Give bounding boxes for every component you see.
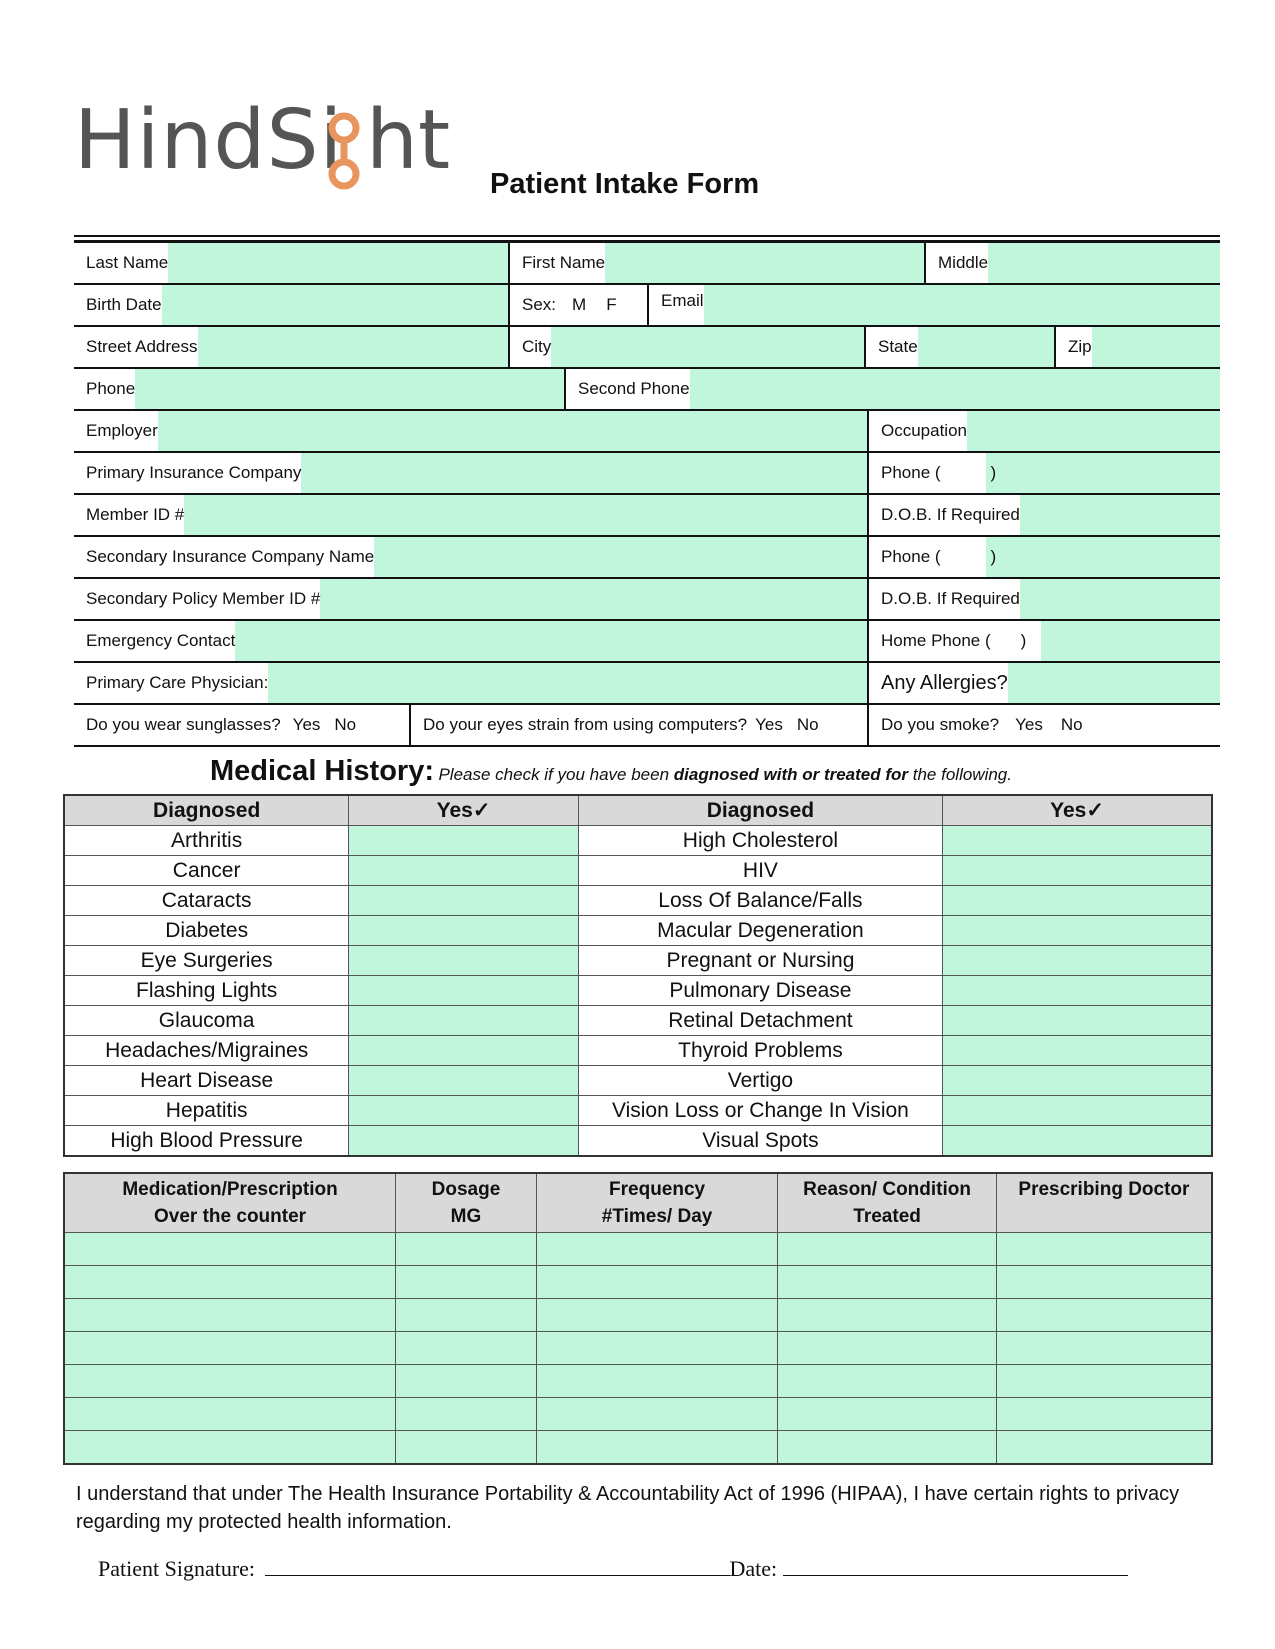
condition-label: High Cholesterol: [578, 826, 942, 856]
medication-cell-input[interactable]: [778, 1365, 997, 1398]
secondary-phone-label: Phone ( ): [869, 537, 986, 577]
employer-row: [74, 411, 1220, 453]
condition-label: Visual Spots: [578, 1126, 942, 1157]
smoke-no[interactable]: No: [1060, 715, 1083, 734]
home-phone-label: Home Phone ( ): [869, 621, 1041, 661]
table-row: [64, 1126, 1212, 1157]
condition-label: High Blood Pressure: [64, 1126, 349, 1157]
medication-cell-input[interactable]: [64, 1299, 396, 1332]
condition-label: Headaches/Migraines: [64, 1036, 349, 1066]
phone-label: Phone: [74, 369, 135, 409]
logo-text: HindSi: [74, 93, 344, 188]
condition-checkbox[interactable]: [349, 976, 579, 1006]
medication-cell-input[interactable]: [396, 1398, 537, 1431]
medications-column-header: Reason/ Condition Treated: [778, 1173, 997, 1233]
table-row: [64, 1266, 1212, 1299]
table-row: [64, 1431, 1212, 1465]
condition-checkbox[interactable]: [943, 826, 1212, 856]
email-label: Email: [649, 285, 704, 325]
secondary-insurance-label: Secondary Insurance Company Name: [74, 537, 374, 577]
table-row: [64, 886, 1212, 916]
medication-cell-input[interactable]: [778, 1266, 997, 1299]
questions-row: [74, 705, 1220, 747]
medication-cell-input[interactable]: [996, 1365, 1212, 1398]
condition-label: Hepatitis: [64, 1096, 349, 1126]
condition-label: Thyroid Problems: [578, 1036, 942, 1066]
logo: [74, 92, 474, 202]
condition-label: Cancer: [64, 856, 349, 886]
secondary-dob-label: D.O.B. If Required: [869, 579, 1020, 619]
condition-label: HIV: [578, 856, 942, 886]
phone-row: [74, 369, 1220, 411]
table-row: [64, 916, 1212, 946]
condition-checkbox[interactable]: [943, 1096, 1212, 1126]
sunglasses-yes[interactable]: Yes: [292, 715, 321, 734]
allergies-label: Any Allergies?: [869, 663, 1008, 703]
insurance-phone-label: Phone ( ): [869, 453, 986, 493]
table-row: [64, 1006, 1212, 1036]
condition-label: Vertigo: [578, 1066, 942, 1096]
sunglasses-no[interactable]: No: [334, 715, 357, 734]
condition-label: Vision Loss or Change In Vision: [578, 1096, 942, 1126]
condition-label: Retinal Detachment: [578, 1006, 942, 1036]
condition-checkbox[interactable]: [349, 1066, 579, 1096]
condition-label: Pulmonary Disease: [578, 976, 942, 1006]
sunglasses-question: Do you wear sunglasses? Yes No: [74, 705, 356, 745]
medication-cell-input[interactable]: [996, 1233, 1212, 1266]
member-id-label: Member ID #: [74, 495, 184, 535]
medication-cell-input[interactable]: [996, 1398, 1212, 1431]
hipaa-statement: I understand that under The Health Insurance Portability & Accountability Act of 1996 (HIPAA), I have certain rights to privacy regarding my protected health information.: [76, 1483, 1180, 1533]
medication-cell-input[interactable]: [996, 1431, 1212, 1465]
condition-label: Arthritis: [64, 826, 349, 856]
sex-f-option[interactable]: F: [606, 295, 617, 314]
medical-history-heading: Medical History: Please check if you have been diagnosed with or treated for the following.: [210, 755, 1012, 787]
eye-strain-question: Do your eyes strain from using computers? Yes No: [411, 705, 819, 745]
city-label: City: [510, 327, 551, 367]
table-row: [64, 826, 1212, 856]
medications-table: [63, 1172, 1213, 1465]
medication-cell-input[interactable]: [64, 1233, 396, 1266]
primary-physician-label: Primary Care Physician:: [74, 663, 268, 703]
medications-column-header: Medication/Prescription Over the counter: [64, 1173, 396, 1233]
table-row: [64, 946, 1212, 976]
medication-cell-input[interactable]: [996, 1299, 1212, 1332]
last-name-label: Last Name: [74, 243, 168, 283]
eye-strain-yes[interactable]: Yes: [755, 715, 783, 734]
medication-cell-input[interactable]: [536, 1431, 777, 1465]
medication-cell-input[interactable]: [778, 1332, 997, 1365]
medication-cell-input[interactable]: [396, 1299, 537, 1332]
condition-checkbox[interactable]: [349, 1096, 579, 1126]
secondary-member-row: [74, 579, 1220, 621]
medication-cell-input[interactable]: [396, 1365, 537, 1398]
medication-cell-input[interactable]: [64, 1398, 396, 1431]
medication-cell-input[interactable]: [64, 1431, 396, 1465]
condition-checkbox[interactable]: [349, 916, 579, 946]
condition-checkbox[interactable]: [349, 1126, 579, 1157]
condition-checkbox[interactable]: [349, 1006, 579, 1036]
medication-cell-input[interactable]: [778, 1299, 997, 1332]
medication-cell-input[interactable]: [996, 1266, 1212, 1299]
state-label: State: [866, 327, 918, 367]
medication-cell-input[interactable]: [536, 1332, 777, 1365]
table-row: [64, 1365, 1212, 1398]
condition-label: Eye Surgeries: [64, 946, 349, 976]
condition-checkbox[interactable]: [349, 1036, 579, 1066]
medical-history-table: [63, 794, 1213, 1157]
birth-row: [74, 285, 1220, 327]
medications-column-header: Dosage MG: [396, 1173, 537, 1233]
condition-checkbox[interactable]: [943, 1126, 1212, 1157]
middle-label: Middle: [926, 243, 988, 283]
condition-label: Loss Of Balance/Falls: [578, 886, 942, 916]
signature-input[interactable]: [265, 1555, 730, 1576]
medication-cell-input[interactable]: [396, 1332, 537, 1365]
date-label: Date:: [729, 1556, 778, 1581]
condition-label: Pregnant or Nursing: [578, 946, 942, 976]
signature-line: [98, 1555, 1148, 1582]
table-row: [64, 1299, 1212, 1332]
medication-cell-input[interactable]: [64, 1266, 396, 1299]
condition-checkbox[interactable]: [943, 976, 1212, 1006]
member-id-row: [74, 495, 1220, 537]
condition-checkbox[interactable]: [349, 886, 579, 916]
condition-label: Glaucoma: [64, 1006, 349, 1036]
condition-label: Macular Degeneration: [578, 916, 942, 946]
condition-checkbox[interactable]: [943, 946, 1212, 976]
eye-strain-no[interactable]: No: [796, 715, 819, 734]
yes-header: Yes✓: [349, 795, 579, 826]
first-name-label: First Name: [510, 243, 605, 283]
condition-checkbox[interactable]: [943, 1006, 1212, 1036]
medication-cell-input[interactable]: [778, 1431, 997, 1465]
table-row: [64, 976, 1212, 1006]
street-address-label: Street Address: [74, 327, 198, 367]
svg-text:ht: ht: [366, 93, 451, 188]
signature-label: Patient Signature:: [98, 1556, 256, 1581]
emergency-contact-label: Emergency Contact: [74, 621, 235, 661]
table-row: [64, 1066, 1212, 1096]
dob-label: D.O.B. If Required: [869, 495, 1020, 535]
table-row: [64, 1398, 1212, 1431]
medication-cell-input[interactable]: [536, 1266, 777, 1299]
condition-checkbox[interactable]: [943, 1036, 1212, 1066]
condition-label: Cataracts: [64, 886, 349, 916]
condition-checkbox[interactable]: [943, 916, 1212, 946]
table-row: [64, 1096, 1212, 1126]
medication-cell-input[interactable]: [64, 1332, 396, 1365]
condition-label: Heart Disease: [64, 1066, 349, 1096]
diagnosed-header: Diagnosed: [64, 795, 349, 826]
condition-checkbox[interactable]: [349, 946, 579, 976]
medication-cell-input[interactable]: [996, 1332, 1212, 1365]
birth-date-label: Birth Date: [74, 285, 162, 325]
smoke-question: Do you smoke? Yes No: [869, 705, 1083, 745]
medications-header-row: [64, 1173, 1212, 1233]
table-row: [64, 1332, 1212, 1365]
medication-cell-input[interactable]: [396, 1233, 537, 1266]
table-header-row: [64, 795, 1212, 826]
table-row: [64, 1036, 1212, 1066]
medication-cell-input[interactable]: [536, 1365, 777, 1398]
condition-checkbox[interactable]: [943, 886, 1212, 916]
form-title: Patient Intake Form: [490, 168, 760, 200]
condition-label: Flashing Lights: [64, 976, 349, 1006]
employer-label: Employer: [74, 411, 158, 451]
primary-insurance-row: [74, 453, 1220, 495]
medication-cell-input[interactable]: [778, 1233, 997, 1266]
sex-label: Sex:: [522, 295, 557, 314]
address-row: [74, 327, 1220, 369]
secondary-insurance-row: [74, 537, 1220, 579]
medication-cell-input[interactable]: [396, 1431, 537, 1465]
smoke-yes[interactable]: Yes: [1015, 715, 1043, 734]
logo-mark: [74, 92, 474, 202]
condition-checkbox[interactable]: [349, 826, 579, 856]
table-row: [64, 856, 1212, 886]
condition-label: Diabetes: [64, 916, 349, 946]
emergency-row: [74, 621, 1220, 663]
medication-cell-input[interactable]: [64, 1365, 396, 1398]
physician-row: [74, 663, 1220, 705]
yes-header: Yes✓: [943, 795, 1212, 826]
medication-cell-input[interactable]: [536, 1299, 777, 1332]
condition-checkbox[interactable]: [943, 1066, 1212, 1096]
condition-checkbox[interactable]: [349, 856, 579, 886]
medications-column-header: Frequency #Times/ Day: [536, 1173, 777, 1233]
secondary-member-id-label: Secondary Policy Member ID #: [74, 579, 320, 619]
medications-column-header: Prescribing Doctor: [996, 1173, 1212, 1233]
divider: [74, 235, 1220, 237]
table-row: [64, 1233, 1212, 1266]
condition-checkbox[interactable]: [943, 856, 1212, 886]
sex-field[interactable]: [510, 285, 647, 325]
medication-cell-input[interactable]: [536, 1398, 777, 1431]
second-phone-label: Second Phone: [566, 369, 690, 409]
medication-cell-input[interactable]: [536, 1233, 777, 1266]
name-row: [74, 243, 1220, 285]
zip-label: Zip: [1056, 327, 1092, 367]
diagnosed-header: Diagnosed: [578, 795, 942, 826]
sex-m-option[interactable]: M: [572, 295, 587, 314]
date-input[interactable]: [783, 1555, 1128, 1576]
medication-cell-input[interactable]: [396, 1266, 537, 1299]
primary-insurance-label: Primary Insurance Company: [74, 453, 301, 493]
occupation-label: Occupation: [869, 411, 967, 451]
medication-cell-input[interactable]: [778, 1398, 997, 1431]
